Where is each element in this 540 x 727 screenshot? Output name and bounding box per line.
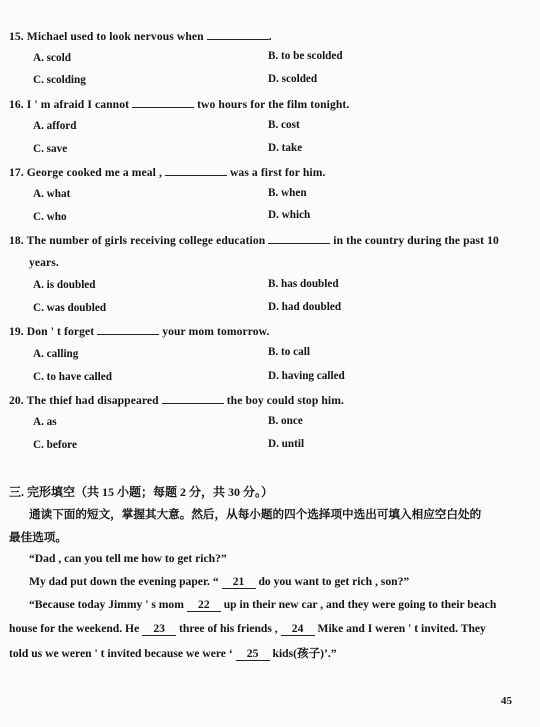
option-c: C. save [33, 143, 68, 155]
passage-text: do you want to get rich , son?” [258, 575, 410, 588]
option-c: C. who [33, 211, 67, 223]
option-c: C. was doubled [33, 302, 107, 314]
question-text-post: . [268, 30, 272, 43]
passage-text: kids(孩子)’.” [272, 647, 337, 660]
question-number: 15. [9, 30, 24, 43]
option-c: C. to have called [33, 371, 112, 383]
option-d: D. scolded [268, 73, 318, 85]
blank-21: 21 [222, 575, 256, 589]
passage-text: “Because today Jimmy ' s mom [29, 598, 184, 611]
answer-blank [132, 97, 194, 108]
option-c: C. before [33, 439, 77, 451]
answer-blank [97, 324, 159, 335]
answer-blank [207, 29, 269, 40]
option-c: C. scolding [33, 74, 86, 86]
option-a: A. as [33, 416, 57, 428]
question-17 [9, 165, 325, 179]
question-number: 19. [9, 325, 24, 338]
answer-blank [165, 165, 227, 176]
question-text: I ' m afraid I cannot [26, 98, 130, 111]
option-d: D. take [268, 142, 303, 154]
question-18 [9, 233, 499, 247]
section-instruction-cont: 最佳选项。 [9, 531, 67, 544]
question-20 [9, 393, 344, 407]
section-instruction: 通读下面的短文，掌握其大意。然后，从每小题的四个选择项中选出可填入相应空白处的 [29, 508, 482, 521]
option-b: B. has doubled [268, 278, 339, 290]
option-a: A. what [33, 188, 71, 200]
question-text-post: in the country during the past 10 [333, 234, 499, 247]
passage-line-5 [9, 645, 337, 661]
answer-blank [268, 233, 330, 244]
option-a: A. afford [33, 120, 77, 132]
question-text: The thief had disappeared [26, 394, 159, 407]
blank-22: 22 [187, 598, 221, 612]
passage-line-2 [29, 575, 409, 589]
blank-23: 23 [142, 622, 176, 636]
option-a: A. is doubled [33, 279, 96, 291]
blank-25: 25 [236, 647, 270, 661]
option-a: A. scold [33, 52, 71, 64]
option-a: A. calling [33, 348, 79, 360]
question-number: 18. [9, 234, 24, 247]
option-b: B. once [268, 415, 303, 427]
question-text-post: two hours for the film tonight. [197, 98, 350, 111]
option-b: B. cost [268, 119, 300, 131]
question-16 [9, 97, 349, 111]
question-text-post: was a first for him. [229, 166, 326, 179]
page-number: 45 [501, 695, 512, 707]
passage-text: up in their new car , and they were going to their beach [223, 598, 497, 611]
answer-blank [162, 393, 224, 404]
option-b: B. when [268, 187, 307, 199]
passage-text: told us we weren ' t invited because we were ‘ [9, 647, 233, 660]
question-text-post: your mom tomorrow. [162, 325, 270, 338]
question-text: George cooked me a meal , [26, 166, 162, 179]
question-15 [9, 29, 272, 43]
passage-text: three of his friends , [179, 622, 278, 635]
passage-text: Mike and I weren ' t invited. They [317, 622, 486, 635]
blank-24: 24 [281, 622, 315, 636]
option-b: B. to be scolded [268, 50, 343, 62]
question-text: Michael used to look nervous when [26, 30, 204, 43]
section-title: 三. 完形填空（共 15 小题；每题 2 分，共 30 分。） [9, 485, 274, 499]
option-d: D. until [268, 438, 305, 450]
question-text: The number of girls receiving college education [26, 234, 266, 247]
option-d: D. having called [268, 370, 345, 382]
option-d: D. had doubled [268, 301, 342, 313]
question-text: Don ' t forget [26, 325, 95, 338]
question-19 [9, 324, 270, 338]
passage-line-4 [9, 622, 486, 636]
question-number: 17. [9, 166, 24, 179]
passage-text: My dad put down the evening paper. “ [29, 575, 219, 588]
passage-line-1: “Dad , can you tell me how to get rich?” [29, 552, 227, 565]
passage-text: house for the weekend. He [9, 622, 140, 635]
passage-line-3 [29, 598, 496, 612]
option-b: B. to call [268, 346, 310, 358]
option-d: D. which [268, 209, 311, 221]
question-number: 20. [9, 394, 24, 407]
question-18-continuation: years. [29, 256, 59, 269]
question-text-post: the boy could stop him. [226, 394, 344, 407]
question-number: 16. [9, 98, 24, 111]
